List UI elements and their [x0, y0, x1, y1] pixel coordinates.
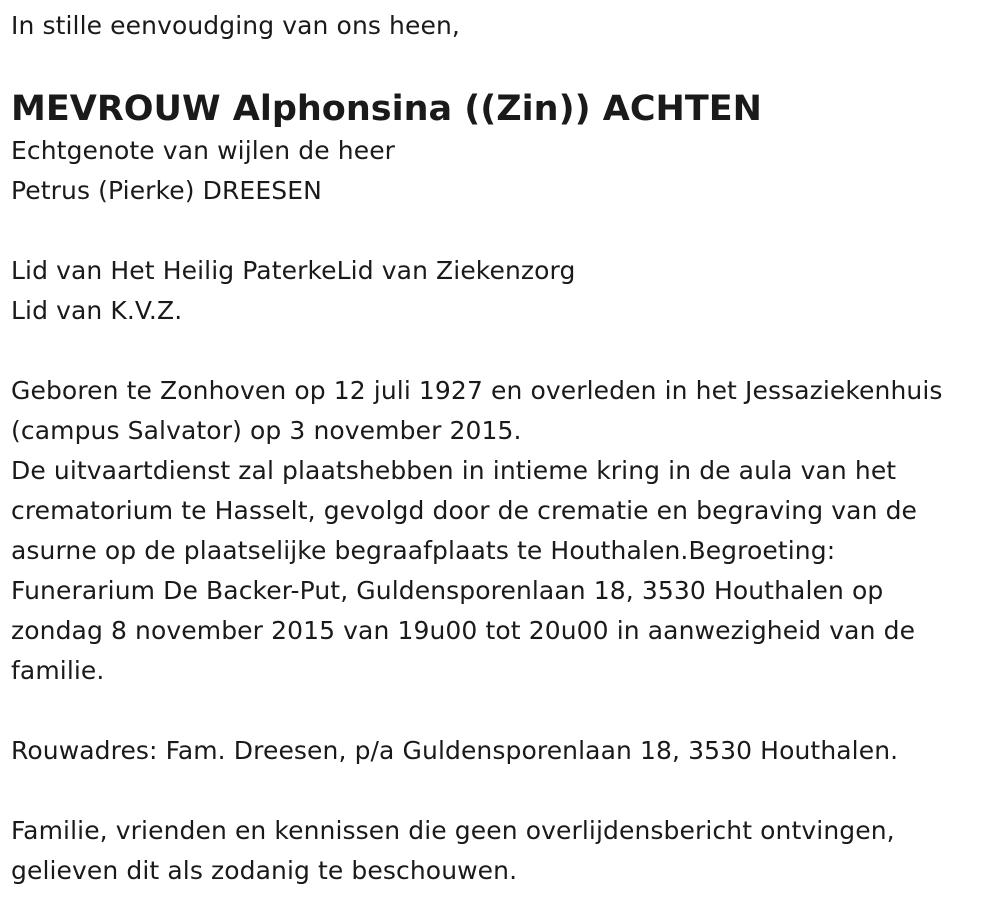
- spouse-line-2: Petrus (Pierke) DREESEN: [11, 176, 322, 205]
- details-line: familie.: [11, 656, 105, 685]
- details-line: (campus Salvator) op 3 november 2015.: [11, 416, 522, 445]
- details-line: Funerarium De Backer-Put, Guldensporenlaan 18, 3530 Houthalen op: [11, 576, 884, 605]
- membership-line: Lid van Het Heilig PaterkeLid van Ziekenzorg: [11, 256, 576, 285]
- details-line: De uitvaartdienst zal plaatshebben in intieme kring in de aula van het: [11, 456, 897, 485]
- details-line: asurne op de plaatselijke begraafplaats te Houthalen.Begroeting:: [11, 536, 836, 565]
- intro-text: In stille eenvoudging van ons heen,: [11, 11, 460, 40]
- details-line: crematorium te Hasselt, gevolgd door de crematie en begraving van de: [11, 496, 918, 525]
- mourning-address: Rouwadres: Fam. Dreesen, p/a Guldensporenlaan 18, 3530 Houthalen.: [11, 736, 899, 765]
- membership-line: Lid van K.V.Z.: [11, 296, 183, 325]
- obituary-notice: [11, 0, 991, 891]
- spouse-line-1: Echtgenote van wijlen de heer: [11, 136, 396, 165]
- deceased-name: MEVROUW Alphonsina ((Zin)) ACHTEN: [11, 89, 762, 129]
- details-line: zondag 8 november 2015 van 19u00 tot 20u00 in aanwezigheid van de: [11, 616, 916, 645]
- closing-line: gelieven dit als zodanig te beschouwen.: [11, 856, 518, 885]
- closing-line: Familie, vrienden en kennissen die geen overlijdensbericht ontvingen,: [11, 816, 895, 845]
- details-line: Geboren te Zonhoven op 12 juli 1927 en overleden in het Jessaziekenhuis: [11, 376, 943, 405]
